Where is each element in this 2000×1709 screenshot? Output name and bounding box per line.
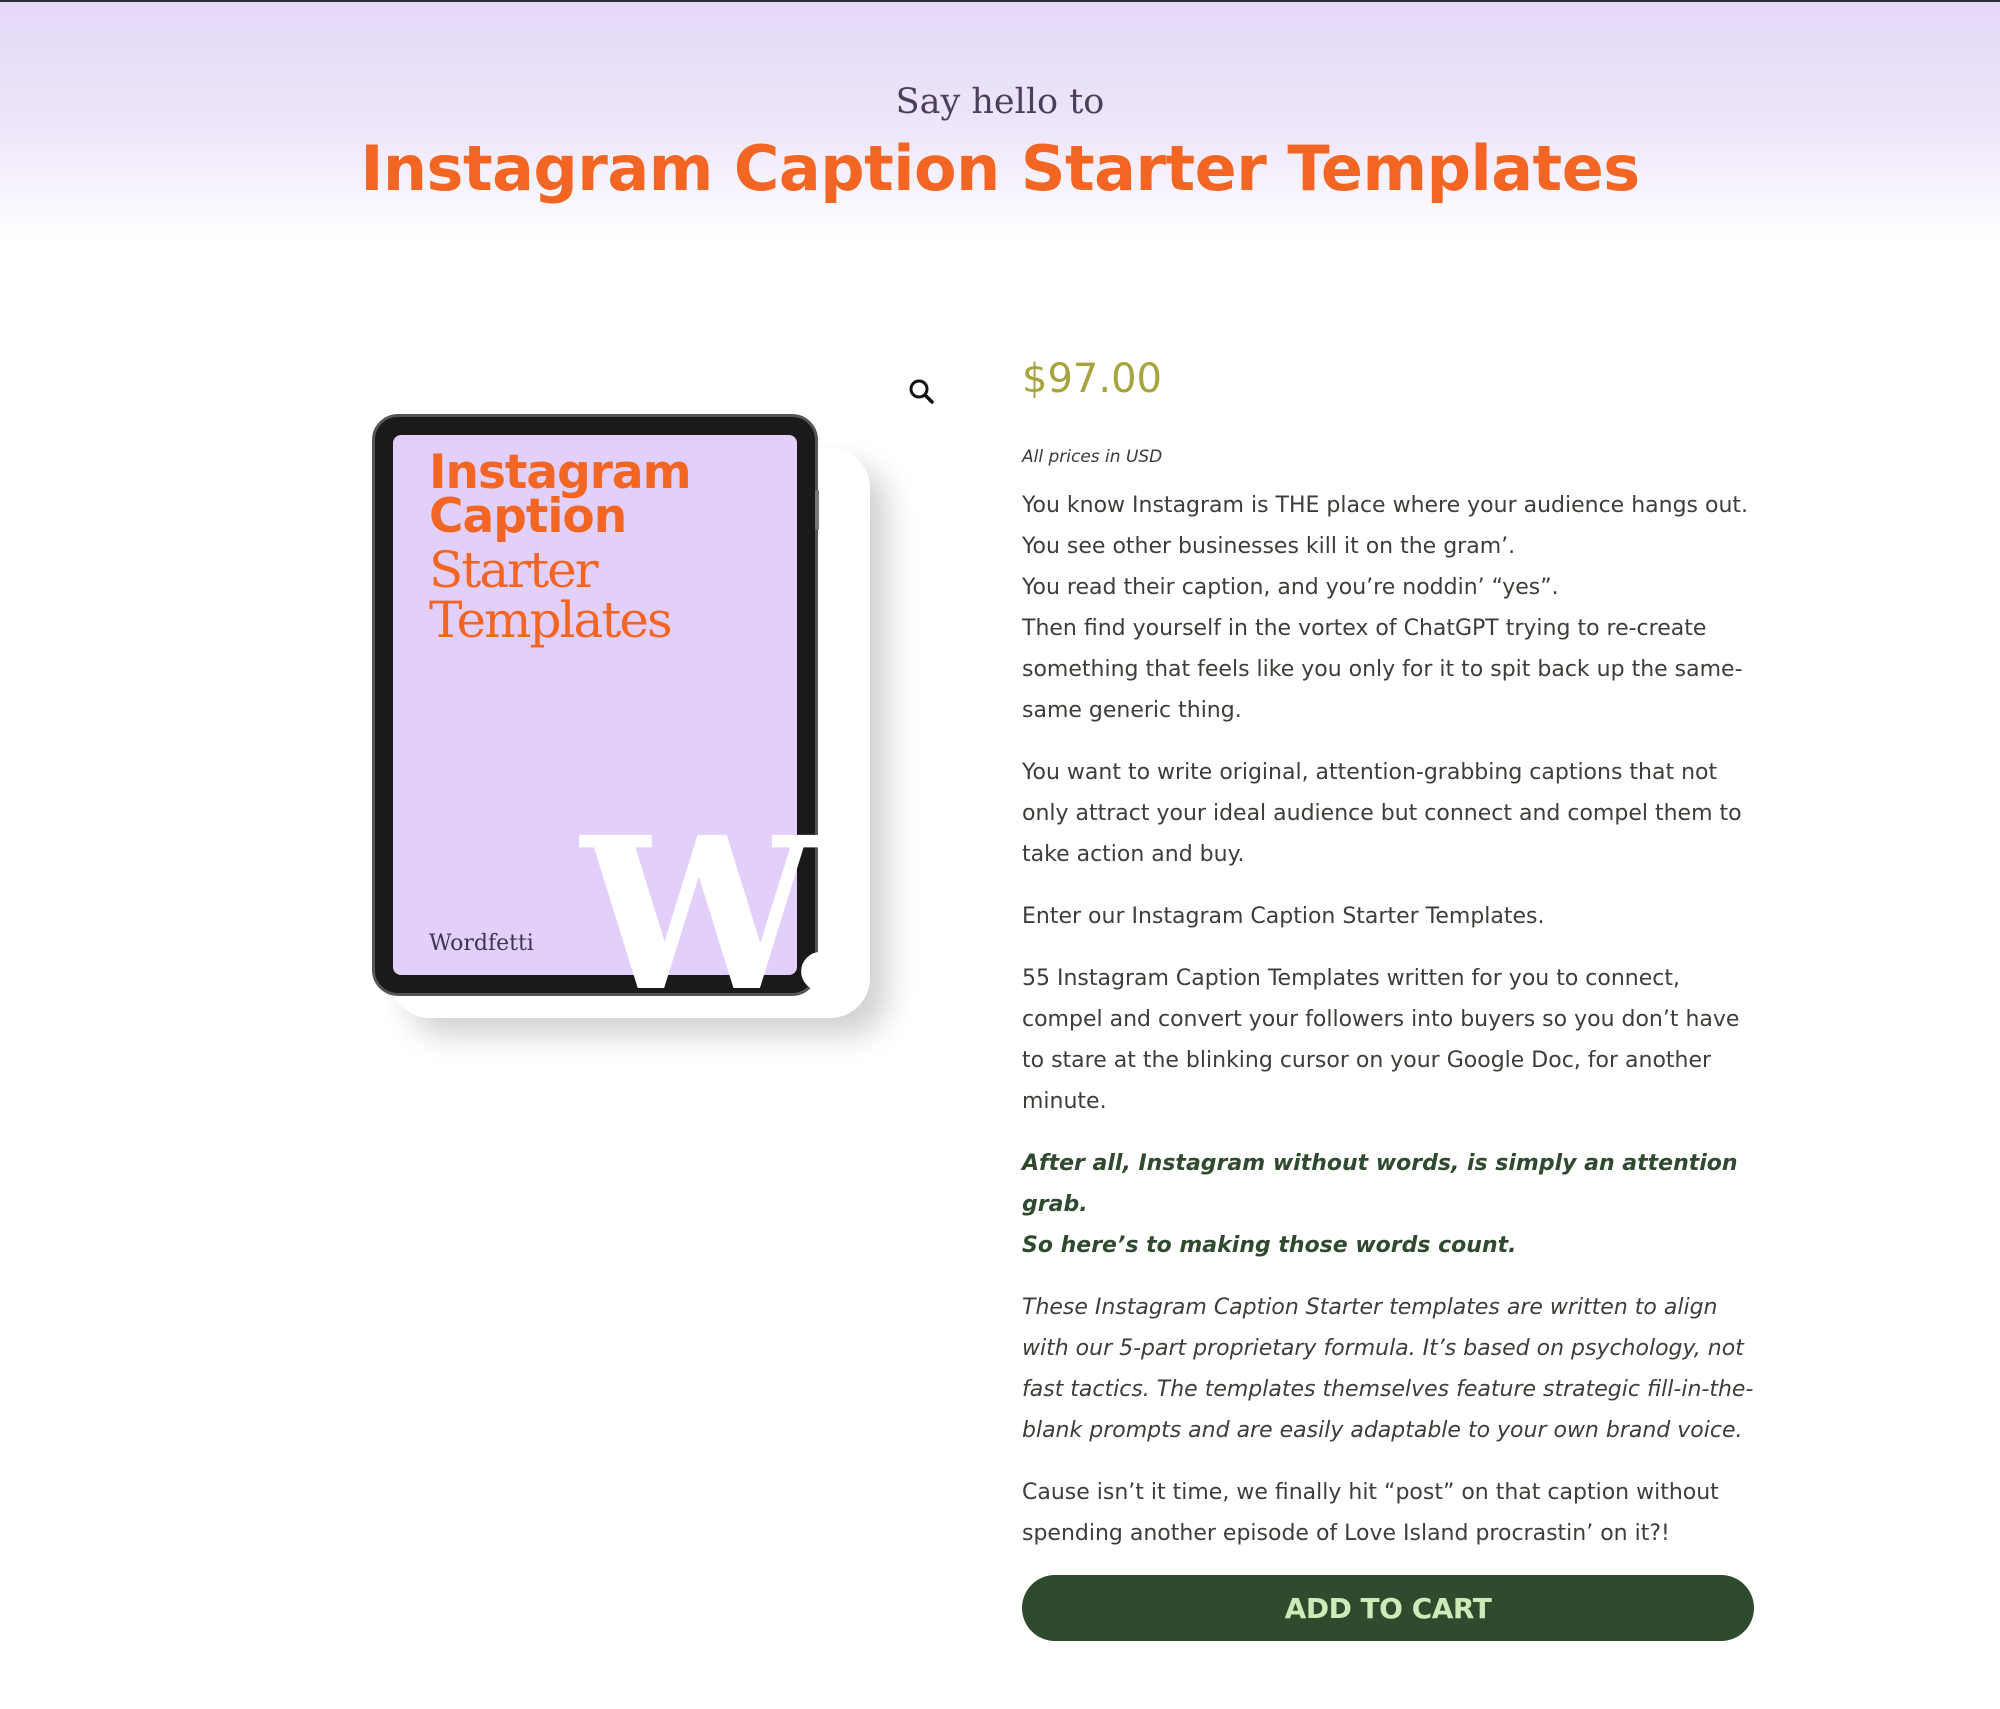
description-paragraph-1	[1022, 485, 1754, 731]
description-line: You read their caption, and you’re noddin’ “yes”.	[1022, 575, 1559, 600]
description-line: You see other businesses kill it on the gram’.	[1022, 534, 1516, 559]
cover-logo-mark: W.	[581, 791, 858, 1038]
description-line: Then find yourself in the vortex of ChatGPT trying to re-create something that feels like you only for it to spit back up the same-same generic thing.	[1022, 616, 1743, 723]
cover-title-line2: Caption	[429, 489, 627, 544]
description-line: So here’s to making those words count.	[1022, 1233, 1517, 1258]
description-paragraph-3: Enter our Instagram Caption Starter Templates.	[1022, 904, 1545, 929]
product-gallery	[360, 360, 940, 1040]
description-paragraph-5	[1022, 1143, 1754, 1266]
description-paragraph-2: You want to write original, attention-grabbing captions that not only attract your ideal audience but connect and compel them to take action and buy.	[1022, 760, 1742, 867]
hero-kicker: Say hello to	[895, 82, 1105, 122]
cover-title-line1: Instagram	[429, 445, 691, 500]
cover-brand-name: Wordfetti	[429, 931, 534, 956]
add-to-cart-button[interactable]: ADD TO CART	[1022, 1575, 1754, 1641]
product-image[interactable]	[372, 414, 858, 1038]
description-paragraph-6: These Instagram Caption Starter templates are written to align with our 5-part proprietary formula. It’s based on psychology, not fast tactics. The templates themselves feature strategic fill-in-the-blank prompts and are easily adaptable to your own brand voice.	[1022, 1295, 1754, 1443]
price-currency-note: All prices in USD	[1022, 447, 1163, 467]
magnifier-icon	[900, 370, 944, 414]
description-line: You know Instagram is THE place where your audience hangs out.	[1022, 493, 1749, 518]
tablet-screen	[393, 435, 858, 1038]
hero-banner	[0, 2, 2000, 242]
description-paragraph-7: Cause isn’t it time, we finally hit “post” on that caption without spending another episode of Love Island procrastin’ on it?!	[1022, 1480, 1719, 1546]
cover-subtitle-line2: Templates	[429, 591, 671, 649]
product-summary	[1022, 355, 1754, 1641]
product-price: $97.00	[1022, 356, 1162, 402]
description-line: After all, Instagram without words, is simply an attention grab.	[1022, 1151, 1738, 1217]
cover-subtitle-line1: Starter	[429, 541, 597, 599]
tablet-side-button	[815, 490, 819, 530]
zoom-button[interactable]	[900, 370, 944, 414]
page-title: Instagram Caption Starter Templates	[360, 132, 1640, 205]
description-paragraph-4: 55 Instagram Caption Templates written for you to connect, compel and convert your followers into buyers so you don’t have to stare at the blinking cursor on your Google Doc, for another minute.	[1022, 966, 1740, 1114]
product-description	[1022, 485, 1754, 1554]
